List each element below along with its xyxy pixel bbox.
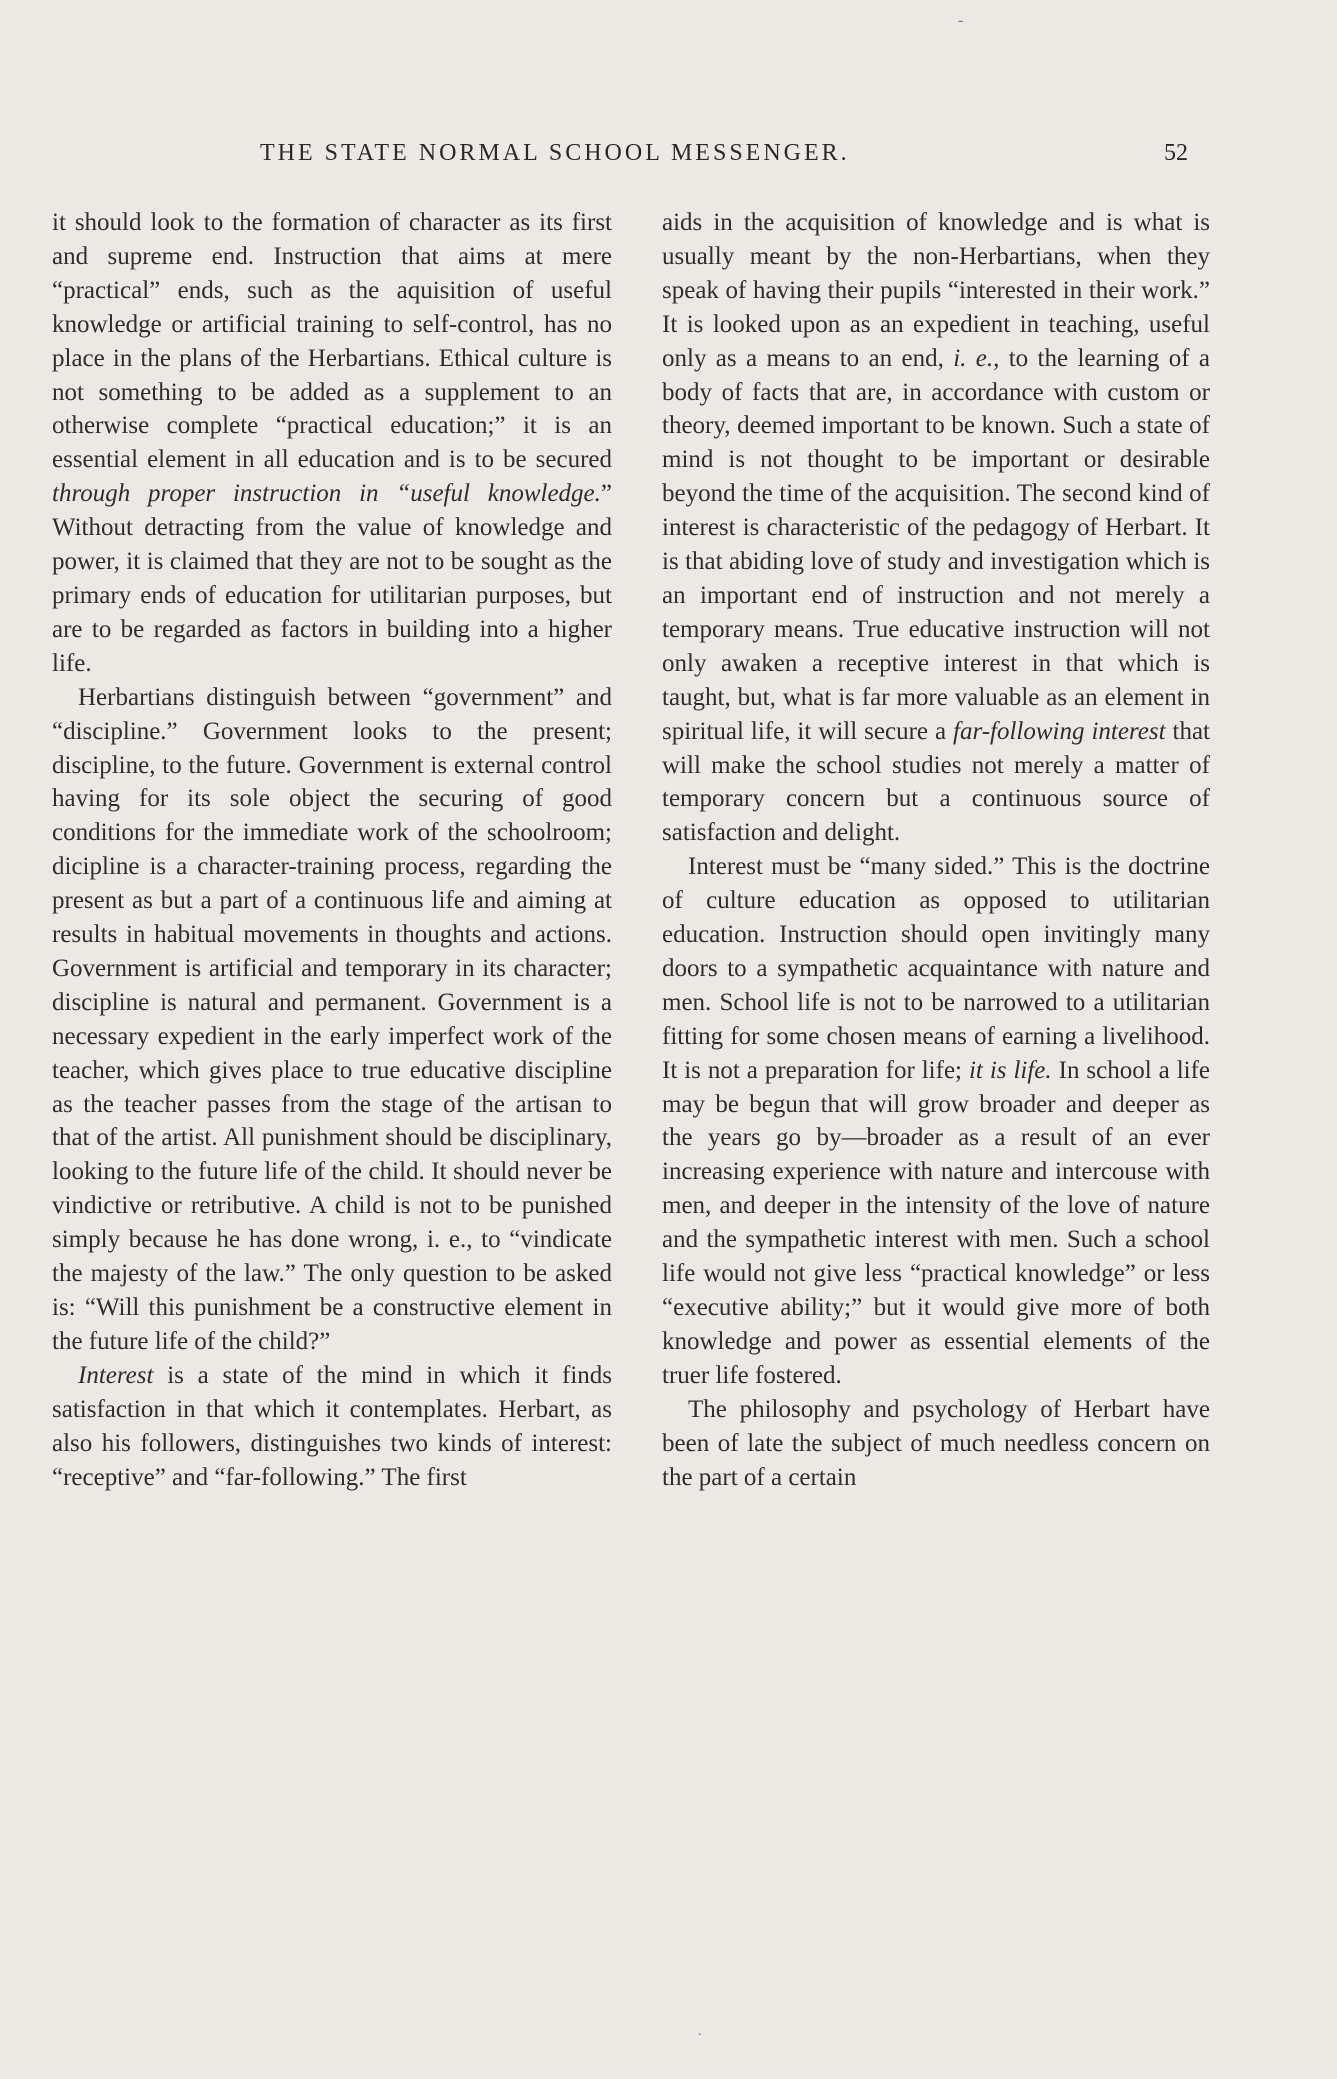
right-p1-text-b: , to the learning of a body of facts that are, in accordance with custom or theory, deemed important to be known. Such a state of mind is not thought to be important or desirable beyond the time of the acquisition. The second kind of interest is characteristic of the pedagogy of Herbart. It is that abiding love of study and investigation which is an important end of instruction and not merely a temporary means. True educative instruction will not only awaken a receptive interest in that which is taught, but, what is far more valuable as an element in spiritual life, it will secure a xyxy=(662,344,1211,745)
right-p1-text-a: aids in the acquisition of knowledge and is what is usually meant by the non-Herbartians, when they speak of having their pupils “interested in their work.” It is looked upon as an expedient in teaching, useful only as a means to an end, xyxy=(662,209,1210,372)
right-p2-text-a: Interest must be “many sided.” This is the doctrine of culture education as opposed to utilitarian education. Instruction should open invitingly many doors to a sympathetic acquaintance with nature and men. School life is not to be narrowed to a utilitarian fitting for some chosen means of earning a livelihood. It is not a preparation for life; xyxy=(662,853,1210,1084)
left-column xyxy=(52,206,612,1494)
left-p3-text: is a state of the mind in which it finds satisfaction in that which it contemplates. Herbart, as also his followers, distinguishes two kinds of interest: “receptive” and “far-following.” The first xyxy=(52,1361,612,1491)
right-column xyxy=(662,206,1210,1494)
far-following-term: far-following interest xyxy=(953,717,1166,745)
left-paragraph-2: Herbartians distinguish between “government” and “discipline.” Government looks to the present; discipline, to the future. Government is external control having for its sole object the securing of good conditions for the immediate work of the schoolroom; dicipline is a character-training process, regarding the present as but a part of a continuous life and aiming at results in habitual movements in thoughts and actions. Government is artificial and temporary in its character; discipline is natural and permanent. Government is a necessary expedient in the early imperfect work of the teacher, which gives place to true educative discipline as the teacher passes from the stage of the artisan to that of the artist. All punishment should be disciplinary, looking to the future life of the child. It should never be vindictive or retributive. A child is not to be punished simply because he has done wrong, i. e., to “vindicate the majesty of the law.” The only question to be asked is: “Will this punishment be a constructive element in the future life of the child?” xyxy=(52,683,612,1355)
top-mark: - xyxy=(958,12,964,29)
page-number: 52 xyxy=(1164,140,1188,166)
left-paragraph-3 xyxy=(52,1359,612,1495)
interest-term: Interest xyxy=(78,1361,154,1389)
page-header xyxy=(0,140,1337,180)
bottom-dot: . xyxy=(698,2024,702,2039)
right-p1-text-c: that will make the school studies not merely a matter of temporary concern but a continuous source of satisfaction and delight. xyxy=(662,717,1210,847)
right-paragraph-2 xyxy=(662,850,1210,1393)
left-p1-text-c: ” Without detracting from the value of knowledge and power, it is claimed that they are not to be sought as the primary ends of education for utilitarian purposes, but are to be regarded as factors in building into a higher life. xyxy=(52,480,612,677)
left-p1-italic: through proper instruction in “useful knowledge. xyxy=(52,480,601,508)
left-paragraph-1 xyxy=(52,206,612,681)
left-p1-text-a: it should look to the formation of character as its first and supreme end. Instruction that aims at mere “practical” ends, such as the aquisition of useful knowledge or artificial training to self-control, has no place in the plans of the Herbartians. Ethical culture is not something to be added as a supplement to an otherwise complete “practical education;” it is an essential element in all education and is to be secured xyxy=(52,209,612,474)
running-head: THE STATE NORMAL SCHOOL MESSENGER. xyxy=(260,140,850,166)
right-paragraph-1 xyxy=(662,206,1210,850)
it-is-life: it is life. xyxy=(968,1056,1052,1084)
right-paragraph-3: The philosophy and psychology of Herbart have been of late the subject of much needless concern on the part of a certain xyxy=(662,1395,1210,1491)
right-p1-ie: i. e. xyxy=(953,344,994,372)
right-p2-text-b: In school a life may be begun that will grow broader and deeper as the years go by—broader as a result of an ever increasing experience with nature and intercouse with men, and deeper in the intensity of the love of nature and the sympathetic interest with men. Such a school life would not give less “practical knowledge” or less “executive ability;” but it would give more of both knowledge and power as essential elements of the truer life fostered. xyxy=(662,1056,1211,1389)
